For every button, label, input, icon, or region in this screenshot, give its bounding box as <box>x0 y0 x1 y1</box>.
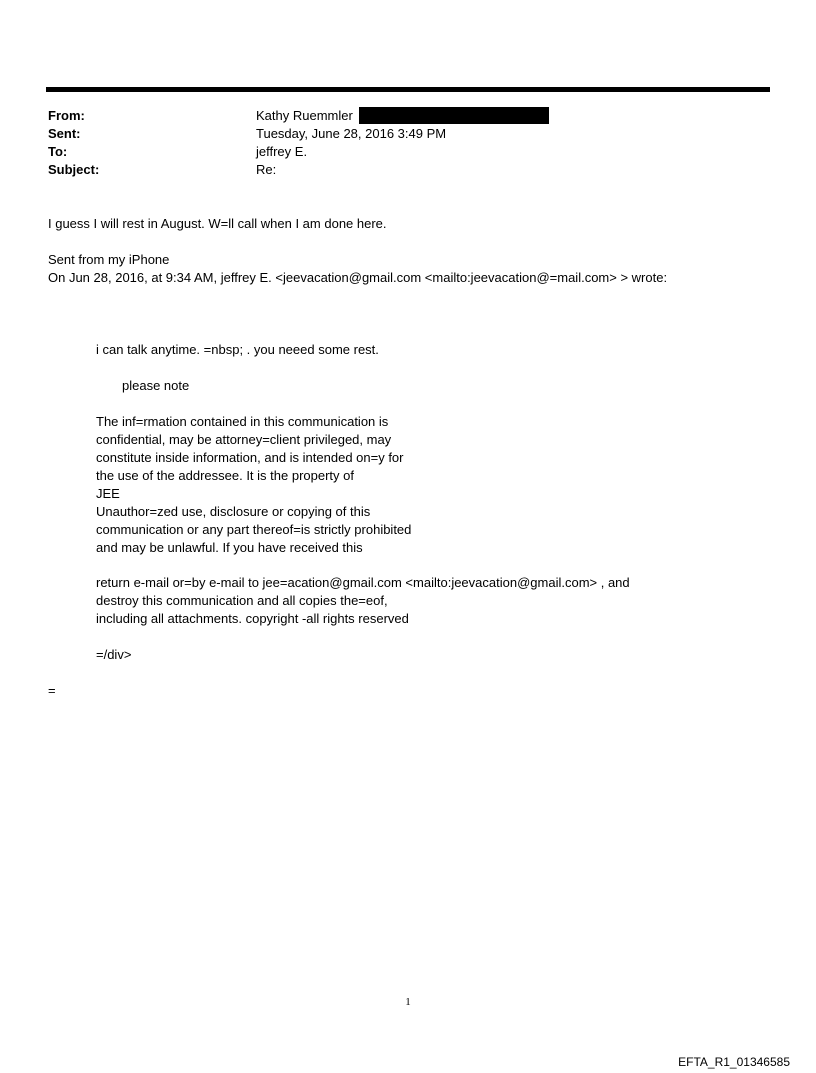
subject-value: Re: <box>256 162 277 177</box>
disclaimer-line: destroy this communication and all copies the=eof, <box>96 593 388 608</box>
from-label: From: <box>48 108 85 123</box>
disclaimer-line: Unauthor=zed use, disclosure or copying of this <box>96 504 371 519</box>
to-row <box>48 143 768 161</box>
page-number: 1 <box>405 996 411 1008</box>
disclaimer-line: including all attachments. copyright -all rights reserved <box>96 611 409 626</box>
bates-number: EFTA_R1_01346585 <box>678 1055 790 1069</box>
to-label: To: <box>48 144 68 159</box>
signature-line: Sent from my iPhone <box>48 252 170 267</box>
closing-div-line: =/div> <box>96 647 132 662</box>
header-rule <box>46 87 770 92</box>
disclaimer-line: confidential, may be attorney=client privileged, may <box>96 432 392 447</box>
from-row <box>48 107 768 125</box>
subject-row <box>48 161 768 179</box>
trailing-equals: = <box>48 683 56 698</box>
subject-label: Subject: <box>48 162 100 177</box>
disclaimer-line: The inf=rmation contained in this communication is <box>96 414 389 429</box>
reply-line: I guess I will rest in August. W=ll call when I am done here. <box>48 216 387 231</box>
disclaimer-line: return e-mail or=by e-mail to jee=acation@gmail.com <mailto:jeevacation@gmail.com> , and <box>96 575 630 590</box>
sent-label: Sent: <box>48 126 81 141</box>
disclaimer-line: constitute inside information, and is intended on=y for <box>96 450 404 465</box>
sent-row <box>48 125 768 143</box>
redaction-box <box>359 107 549 124</box>
to-value: jeffrey E. <box>256 144 308 159</box>
from-value-wrap <box>256 107 549 125</box>
quoted-line: i can talk anytime. =nbsp; . you neeed some rest. <box>96 342 379 357</box>
disclaimer-line: JEE <box>96 486 120 501</box>
please-note-line: please note <box>122 378 190 393</box>
disclaimer-line: and may be unlawful. If you have received this <box>96 540 363 555</box>
disclaimer-line: the use of the addressee. It is the property of <box>96 468 354 483</box>
from-value: Kathy Ruemmler <box>256 108 353 123</box>
sent-value: Tuesday, June 28, 2016 3:49 PM <box>256 126 447 141</box>
quote-intro: On Jun 28, 2016, at 9:34 AM, jeffrey E. <jeevacation@gmail.com <mailto:jeevacation@=mail.com> > wrote: <box>48 270 668 285</box>
disclaimer-line: communication or any part thereof=is strictly prohibited <box>96 522 412 537</box>
